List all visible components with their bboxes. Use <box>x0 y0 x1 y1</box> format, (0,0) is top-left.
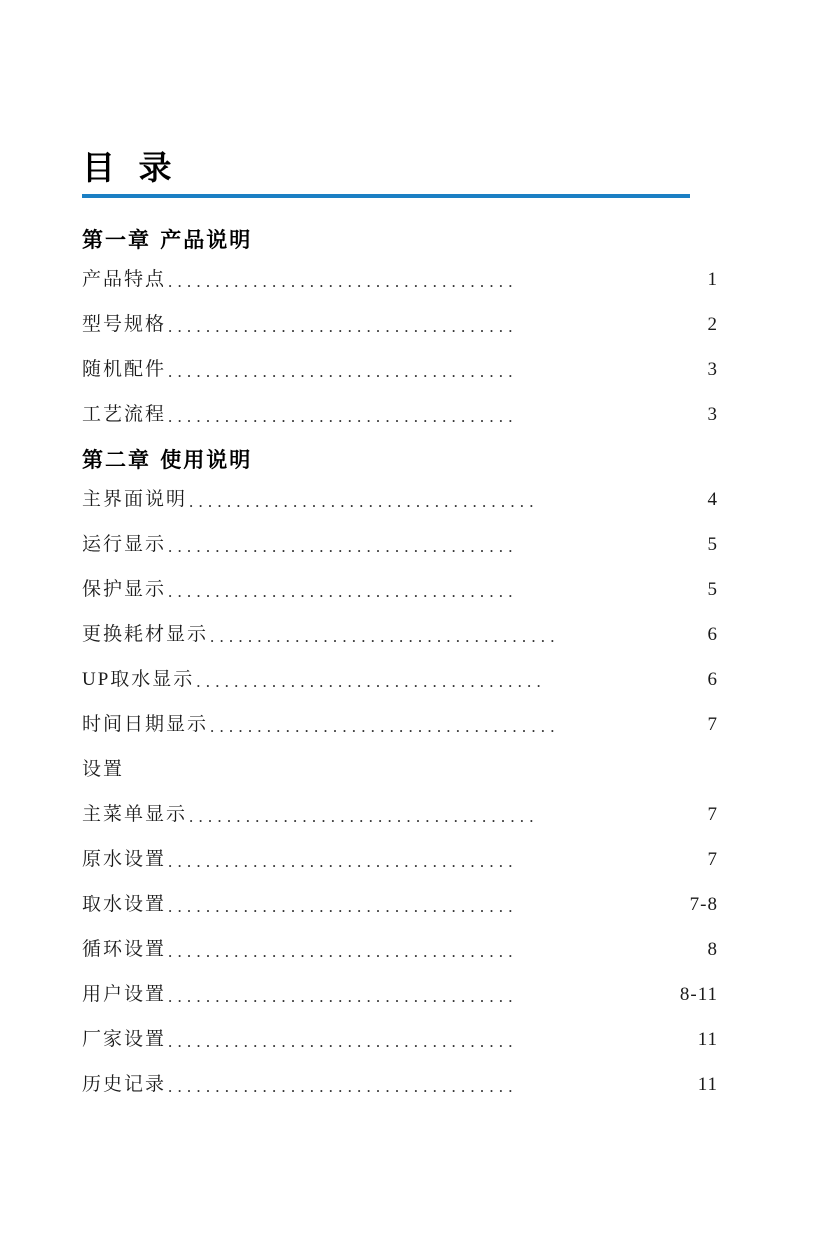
toc-entry-page: 2 <box>707 314 718 336</box>
toc-entry-leader: ..................................... <box>168 1078 518 1093</box>
toc-entry-leader: ..................................... <box>168 363 518 378</box>
toc-entry-leader: ..................................... <box>168 583 518 598</box>
toc-entry[interactable] <box>82 264 718 291</box>
toc-entry[interactable] <box>82 889 718 916</box>
toc-entry-leader: ..................................... <box>168 988 518 1003</box>
toc-entry-leader: ..................................... <box>210 718 560 733</box>
toc-entry[interactable] <box>82 1024 718 1051</box>
toc-entry-label: 更换耗材显示 <box>82 624 209 646</box>
toc-entry-page: 11 <box>697 1029 718 1051</box>
toc-entry-page: 11 <box>697 1074 718 1096</box>
toc-entry[interactable] <box>82 664 718 691</box>
toc-entry[interactable] <box>82 309 718 336</box>
toc-entry-leader: ..................................... <box>210 628 560 643</box>
toc-entry-label: 工艺流程 <box>82 404 167 426</box>
toc-entry-leader: ..................................... <box>168 273 518 288</box>
toc-entry[interactable] <box>82 354 718 381</box>
toc-entry-page: 6 <box>707 669 718 691</box>
toc-entry-leader: ..................................... <box>168 1033 518 1048</box>
toc-entry[interactable] <box>82 529 718 556</box>
toc-entry-leader: ..................................... <box>168 408 518 423</box>
toc-entry[interactable] <box>82 709 718 736</box>
toc-entry-page: 7-8 <box>689 894 718 916</box>
toc-entry-leader: ..................................... <box>168 943 518 958</box>
toc-entry-page: 8-11 <box>679 984 718 1006</box>
toc-entry-label: 主菜单显示 <box>82 804 188 826</box>
toc-entry-label: 厂家设置 <box>82 1029 167 1051</box>
toc-entry[interactable] <box>82 619 718 646</box>
toc-entry-label: 运行显示 <box>82 534 167 556</box>
toc-entry[interactable] <box>82 574 718 601</box>
toc-entry[interactable] <box>82 844 718 871</box>
toc-entry[interactable] <box>82 754 718 781</box>
toc-entry[interactable] <box>82 979 718 1006</box>
toc-entry-page: 7 <box>707 804 718 826</box>
toc-entry-page: 5 <box>707 534 718 556</box>
toc-entry[interactable] <box>82 799 718 826</box>
toc-entry[interactable] <box>82 484 718 511</box>
toc-entry-page: 3 <box>707 359 718 381</box>
toc-entry-leader: ..................................... <box>189 493 539 508</box>
toc-entry[interactable] <box>82 399 718 426</box>
toc-entry-page: 3 <box>707 404 718 426</box>
page-title: 目 录 <box>82 148 178 187</box>
toc-entry-leader: ..................................... <box>168 853 518 868</box>
toc-entry-label: 历史记录 <box>82 1074 167 1096</box>
toc-entry-leader: ..................................... <box>189 808 539 823</box>
toc-entry-leader: ..................................... <box>168 898 518 913</box>
chapter-heading-1: 第一章 产品说明 <box>82 228 253 253</box>
title-divider <box>82 194 690 198</box>
toc-entry-leader: ..................................... <box>168 538 518 553</box>
toc-entry-page: 4 <box>707 489 718 511</box>
toc-entry-page: 8 <box>707 939 718 961</box>
chapter-heading-2: 第二章 使用说明 <box>82 448 253 473</box>
toc-entry[interactable] <box>82 1069 718 1096</box>
toc-entry-label: 型号规格 <box>82 314 167 336</box>
toc-entry-label: UP取水显示 <box>82 669 195 691</box>
toc-entry[interactable] <box>82 934 718 961</box>
toc-entry-label: 取水设置 <box>82 894 167 916</box>
toc-entry-label: 时间日期显示 <box>82 714 209 736</box>
toc-entry-page: 1 <box>707 269 718 291</box>
toc-entry-label: 原水设置 <box>82 849 167 871</box>
toc-entry-label: 主界面说明 <box>82 489 188 511</box>
toc-entry-label: 保护显示 <box>82 579 167 601</box>
toc-entry-label: 用户设置 <box>82 984 167 1006</box>
toc-entry-page: 7 <box>707 849 718 871</box>
toc-entry-page: 6 <box>707 624 718 646</box>
toc-entry-label: 随机配件 <box>82 359 167 381</box>
toc-entry-page: 7 <box>707 714 718 736</box>
toc-entry-label: 设置 <box>82 759 125 781</box>
toc-entry-page: 5 <box>707 579 718 601</box>
toc-entry-leader: ..................................... <box>168 318 518 333</box>
toc-entry-leader: ..................................... <box>196 673 546 688</box>
toc-entry-label: 产品特点 <box>82 269 167 291</box>
toc-entry-label: 循环设置 <box>82 939 167 961</box>
